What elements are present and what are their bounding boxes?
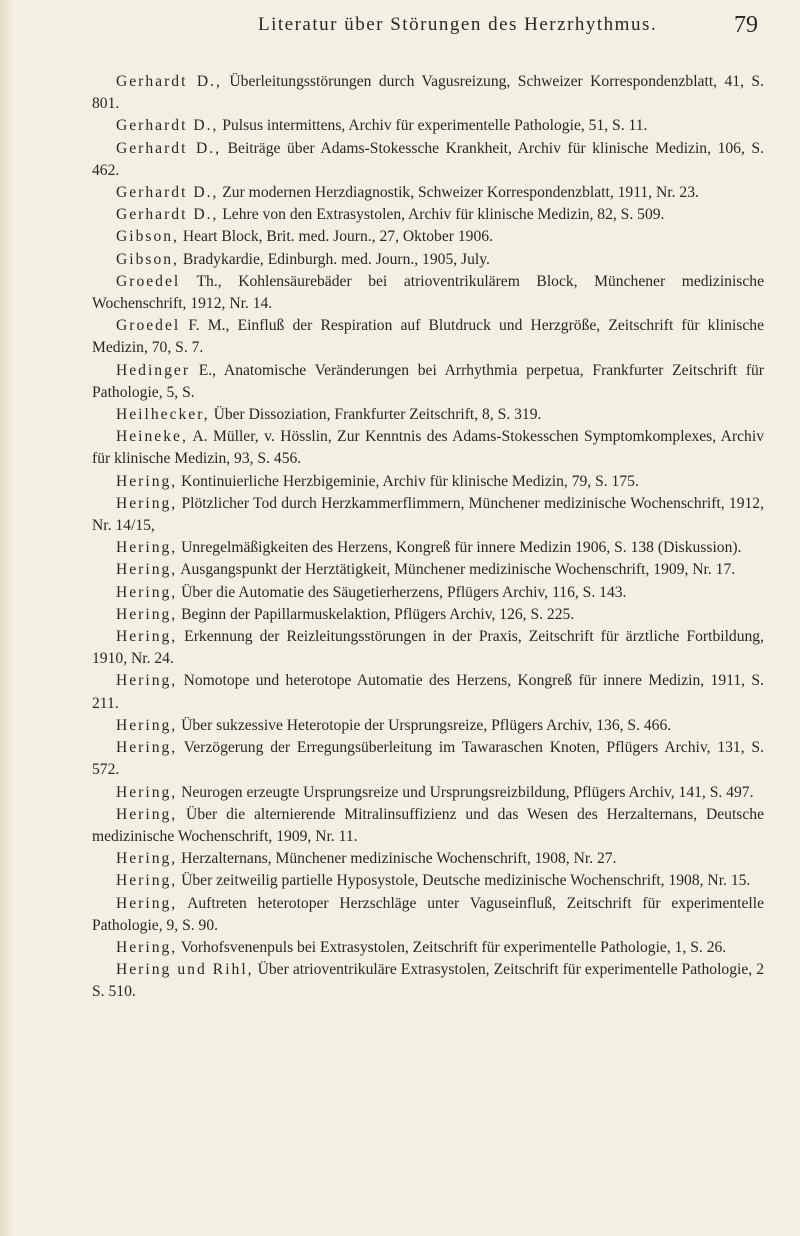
reference-entry <box>92 271 764 315</box>
reference-entry <box>92 604 764 626</box>
reference-author: Groedel <box>116 317 181 335</box>
reference-author: Heilhecker, <box>116 406 210 424</box>
reference-entry <box>92 471 764 493</box>
reference-text: Herzalternans, Münchener medizinische Wochenschrift, 1908, Nr. 27. <box>177 850 617 868</box>
reference-text: Über die Automatie des Säugetierherzens, Pflügers Archiv, 116, S. 143. <box>177 583 627 601</box>
reference-text: Über sukzessive Heterotopie der Ursprungsreize, Pflügers Archiv, 136, S. 466. <box>177 716 672 734</box>
reference-text: Neurogen erzeugte Ursprungsreize und Ursprungsreizbildung, Pflügers Archiv, 141, S. 497. <box>177 783 754 801</box>
reference-text: F. M., Einfluß der Respiration auf Blutdruck und Herzgröße, Zeitschrift für klinische Medizin, 70, S. 7. <box>92 317 764 357</box>
reference-text: Vorhofsvenenpuls bei Extrasystolen, Zeitschrift für experimentelle Pathologie, 1, S. 26. <box>177 938 727 956</box>
reference-author: Hering, <box>116 672 178 690</box>
page-number: 79 <box>734 12 758 38</box>
reference-entry <box>92 848 764 870</box>
reference-author: Gerhardt D., <box>116 73 222 90</box>
reference-text: Zur modernen Herzdiagnostik, Schweizer Korrespondenzblatt, 1911, Nr. 23. <box>218 184 699 202</box>
reference-author: Gibson, <box>116 250 179 268</box>
reference-text: Bradykardie, Edinburgh. med. Journ., 1905, July. <box>178 250 490 268</box>
reference-entry <box>92 582 764 604</box>
reference-text: Verzögerung der Erregungsüberleitung im Tawaraschen Knoten, Pflügers Archiv, 131, S. 572. <box>92 739 764 779</box>
reference-text: A. Müller, v. Hösslin, Zur Kenntnis des Adams-Stokesschen Symptomkomplexes, Archiv für klinische Medizin, 93, S. 456. <box>92 428 764 468</box>
reference-author: Hering, <box>116 805 178 823</box>
reference-text: Kontinuierliche Herzbigeminie, Archiv für klinische Medizin, 79, S. 175. <box>177 472 639 490</box>
reference-text: Beginn der Papillarmuskelaktion, Pflügers Archiv, 126, S. 225. <box>177 605 575 623</box>
reference-author: Groedel <box>116 272 181 290</box>
reference-author: Hering, <box>116 894 178 912</box>
reference-list <box>92 71 764 1004</box>
reference-entry <box>92 204 764 226</box>
reference-author: Hering, <box>116 938 178 956</box>
running-head <box>0 14 800 38</box>
reference-entry <box>92 959 764 1003</box>
reference-entry <box>92 559 764 581</box>
reference-author: Hering, <box>116 739 178 757</box>
reference-text: Unregelmäßigkeiten des Herzens, Kongreß für innere Medizin 1906, S. 138 (Diskussion). <box>177 539 742 557</box>
reference-author: Hering, <box>116 472 178 490</box>
reference-author: Hering, <box>116 872 178 890</box>
reference-author: Gerhardt D., <box>116 139 222 157</box>
reference-author: Hering, <box>116 628 178 646</box>
reference-text: Nomotope und heterotope Automatie des Herzens, Kongreß für innere Medizin, 1911, S. 211. <box>92 672 764 712</box>
reference-text: Heart Block, Brit. med. Journ., 27, Oktober 1906. <box>178 228 493 246</box>
reference-entry <box>92 249 764 271</box>
reference-author: Gerhardt D., <box>116 184 219 202</box>
reference-author: Hering, <box>116 561 178 579</box>
reference-text: Erkennung der Reizleitungsstörungen in der Praxis, Zeitschrift für ärztliche Fortbildung, 1910, Nr. 24. <box>92 628 764 668</box>
reference-entry <box>92 493 764 537</box>
reference-entry <box>92 737 764 781</box>
reference-author: Gibson, <box>116 228 179 246</box>
reference-author: Hering, <box>116 716 178 734</box>
reference-author: Hering, <box>116 494 178 512</box>
running-title: Literatur über Störungen des Herzrhythmus. <box>258 14 658 35</box>
reference-author: Gerhardt D., <box>116 206 219 224</box>
reference-entry <box>92 138 764 182</box>
reference-author: Hering, <box>116 539 178 557</box>
reference-text: Th., Kohlensäurebäder bei atrioventrikulärem Block, Münchener medizinische Wochenschrift, 1912, Nr. 14. <box>92 272 764 313</box>
reference-author: Hedinger <box>116 361 191 379</box>
reference-text: Lehre von den Extrasystolen, Archiv für klinische Medizin, 82, S. 509. <box>218 206 665 224</box>
reference-entry <box>92 226 764 248</box>
reference-text: Über die alternierende Mitralinsuffizienz und das Wesen des Herzalternans, Deutsche medizinische Wochenschrift, 1909, Nr. 11. <box>92 805 764 845</box>
reference-entry <box>92 315 764 359</box>
reference-text: Überleitungsstörungen durch Vagusreizung, Schweizer Korrespondenzblatt, 41, S. 801. <box>92 73 765 113</box>
reference-author: Heineke, <box>116 428 188 446</box>
reference-author: Hering, <box>116 850 178 868</box>
reference-entry <box>92 404 764 426</box>
reference-text: Ausgangspunkt der Herztätigkeit, Münchener medizinische Wochenschrift, 1909, Nr. 17. <box>177 561 736 579</box>
reference-entry <box>92 426 764 470</box>
reference-entry <box>92 670 764 714</box>
reference-text: E., Anatomische Veränderungen bei Arrhythmia perpetua, Frankfurter Zeitschrift für Pathologie, 5, S. <box>92 361 764 401</box>
reference-entry <box>92 893 764 937</box>
reference-entry <box>92 626 764 670</box>
page-binding-edge <box>0 0 14 1236</box>
reference-entry <box>92 937 764 959</box>
reference-text: Auftreten heterotoper Herzschläge unter Vaguseinfluß, Zeitschrift für experimentelle Pathologie, 9, S. 90. <box>92 894 764 934</box>
reference-text: Über zeitweilig partielle Hyposystole, Deutsche medizinische Wochenschrift, 1908, Nr. 15. <box>177 872 751 890</box>
reference-author: Hering, <box>116 783 178 801</box>
reference-entry <box>92 115 764 137</box>
reference-entry <box>92 804 764 848</box>
reference-text: Über Dissoziation, Frankfurter Zeitschrift, 8, S. 319. <box>209 406 542 424</box>
reference-entry <box>92 182 764 204</box>
reference-text: Pulsus intermittens, Archiv für experimentelle Pathologie, 51, S. 11. <box>218 117 648 135</box>
reference-text: Beiträge über Adams-Stokessche Krankheit, Archiv für klinische Medizin, 106, S. 462. <box>92 139 764 179</box>
reference-author: Hering, <box>116 583 178 601</box>
reference-text: Über atrioventrikuläre Extrasystolen, Zeitschrift für experimentelle Pathologie, 2 S. 510. <box>92 961 764 1001</box>
reference-entry <box>92 360 764 404</box>
reference-entry <box>92 870 764 892</box>
reference-entry <box>92 71 764 115</box>
reference-entry <box>92 715 764 737</box>
reference-author: Hering und Rihl, <box>116 961 254 979</box>
reference-text: Plötzlicher Tod durch Herzkammerflimmern, Münchener medizinische Wochenschrift, 1912, Nr. 14/15, <box>92 494 764 535</box>
reference-author: Gerhardt D., <box>116 117 219 135</box>
reference-entry <box>92 537 764 559</box>
reference-author: Hering, <box>116 605 178 623</box>
reference-entry <box>92 782 764 804</box>
